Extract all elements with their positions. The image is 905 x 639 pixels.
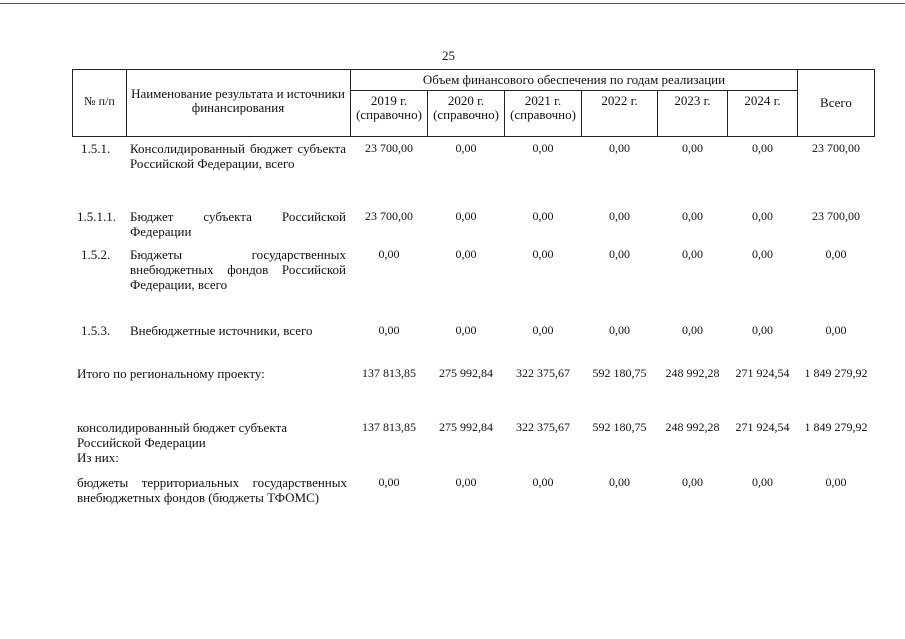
value-2024: 0,00: [752, 247, 773, 261]
header-year-2019: 2019 г. (справочно): [356, 93, 422, 122]
row-subcaption: Из них:: [77, 450, 119, 465]
value-2020: 0,00: [455, 323, 477, 337]
header-year-2023: 2023 г.: [674, 93, 711, 108]
value-2019: 137 813,85: [362, 366, 416, 380]
value-2021: 0,00: [532, 247, 554, 261]
scan-top-edge: [0, 3, 905, 4]
header-year-2022: 2022 г.: [601, 93, 638, 108]
value-2022: 0,00: [609, 141, 630, 155]
value-2022: 0,00: [609, 475, 630, 489]
header-year-2021: 2021 г. (справочно): [510, 93, 576, 122]
value-total: 23 700,00: [812, 209, 860, 223]
value-2023: 0,00: [682, 209, 703, 223]
value-2020: 0,00: [455, 209, 477, 223]
value-2022: 592 180,75: [592, 420, 647, 434]
value-total: 23 700,00: [812, 141, 860, 155]
value-2019: 0,00: [378, 247, 400, 261]
header-bottom-border: [72, 136, 875, 137]
value-2024: 0,00: [752, 323, 773, 337]
header-group-divider: [350, 90, 797, 91]
row-name: [77, 420, 347, 465]
value-2024: 271 924,54: [735, 420, 790, 434]
value-2020: 275 992,84: [439, 420, 493, 434]
value-2020: 275 992,84: [439, 366, 493, 380]
header-top-border: [72, 69, 875, 70]
value-2023: 0,00: [682, 323, 703, 337]
header-col-num: № п/п: [84, 94, 115, 108]
value-2020: 0,00: [455, 247, 477, 261]
value-2023: 0,00: [682, 141, 703, 155]
row-number: 1.5.2.: [81, 247, 111, 262]
value-2021: 0,00: [532, 323, 554, 337]
value-2024: 0,00: [752, 475, 773, 489]
value-2019: 137 813,85: [362, 420, 416, 434]
value-2023: 248 992,28: [665, 420, 720, 434]
value-2021: 322 375,67: [516, 420, 570, 434]
value-2019: 23 700,00: [365, 209, 413, 223]
row-name: Бюджеты государственных внебюджетных фондов Российской Федерации, всего: [130, 247, 346, 292]
row-name: Консолидированный бюджет субъекта Российской Федерации, всего: [130, 141, 346, 171]
row-number: 1.5.3.: [81, 323, 111, 338]
table-header: [72, 69, 875, 137]
header-col-name: Наименование результата и источники финансирования: [131, 86, 345, 115]
row-number: 1.5.1.1.: [77, 209, 116, 224]
value-total: 0,00: [825, 323, 847, 337]
value-2019: 0,00: [378, 323, 400, 337]
value-2021: 0,00: [532, 475, 554, 489]
value-2022: 0,00: [609, 209, 630, 223]
value-2023: 248 992,28: [665, 366, 720, 380]
value-2024: 0,00: [752, 141, 773, 155]
value-2019: 23 700,00: [365, 141, 413, 155]
value-2024: 271 924,54: [735, 366, 790, 380]
row-name-text: консолидированный бюджет субъекта Российской Федерации: [77, 420, 288, 450]
header-year-2020: 2020 г. (справочно): [433, 93, 499, 122]
row-name: Внебюджетные источники, всего: [130, 323, 313, 338]
page-number: 25: [442, 48, 455, 63]
row-name: Бюджет субъекта Российской Федерации: [130, 209, 346, 239]
value-2020: 0,00: [455, 475, 477, 489]
value-2022: 592 180,75: [592, 366, 647, 380]
value-2021: 0,00: [532, 141, 554, 155]
value-total: 0,00: [825, 247, 847, 261]
value-total: 1 849 279,92: [804, 366, 868, 380]
value-total: 1 849 279,92: [804, 420, 868, 434]
header-group-title: Объем финансового обеспечения по годам реализации: [422, 72, 726, 87]
row-name: Итого по региональному проекту:: [77, 366, 265, 381]
value-total: 0,00: [825, 475, 847, 489]
value-2021: 322 375,67: [516, 366, 570, 380]
header-col-total: Всего: [820, 95, 852, 110]
value-2021: 0,00: [532, 209, 554, 223]
value-2019: 0,00: [378, 475, 400, 489]
value-2024: 0,00: [752, 209, 773, 223]
value-2020: 0,00: [455, 141, 477, 155]
value-2023: 0,00: [682, 247, 703, 261]
row-name: бюджеты территориальных государственных внебюджетных фондов (бюджеты ТФОМС): [77, 475, 347, 505]
row-number: 1.5.1.: [81, 141, 111, 156]
value-2022: 0,00: [609, 323, 630, 337]
header-vline: [874, 69, 875, 137]
value-2023: 0,00: [682, 475, 703, 489]
value-2022: 0,00: [609, 247, 630, 261]
header-vline: [126, 69, 127, 137]
header-year-2024: 2024 г.: [744, 93, 781, 108]
